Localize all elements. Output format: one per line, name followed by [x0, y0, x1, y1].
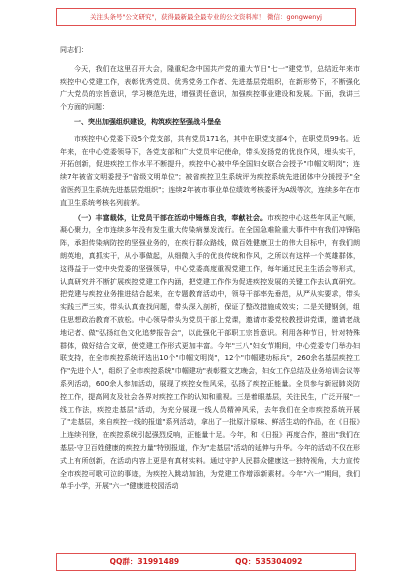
qq-number: QQ：535304092 [235, 557, 303, 566]
document-body [60, 44, 360, 495]
section-heading-1: 一、突出加强组织建设，构筑疾控坚强战斗堡垒 [74, 117, 221, 126]
paragraph-section1 [60, 212, 360, 494]
qq-group: QQ群：31991489 [109, 557, 180, 566]
top-banner: 关注头条号"公文研究"，获得最新最全最专业的公文资料库！ 微信：gongwenyj [56, 8, 356, 26]
footer-bar [56, 553, 356, 571]
sub-heading-1: （一）丰富载体，让党员干部在活动中锤炼自我，奉献社会。 [74, 213, 268, 222]
section1-text: 市疾控中心这些年风正气顺，凝心聚力，全市连续多年没有发生重大传染病暴发流行。在全国急难险重大事件中有我们冲锋陷阵，承担传染病防控的坚强业务的，在疾行群众路线，做百姓健康卫士的伟大目标中，有我们朗朗英地，真抓实干，从小事做起，从细微入手的优良传统和作风，之所以有这样一个英雄群体，这得益于一党中央党委的坚强领导，中心党委高度重视党建工作，每年通过民主生活会等形式，认真研究并不断扩展疾控党建工作内涵，把党建工作作为促进疾控发展的关键工作去认真研究。把党建与疾控业务推进结合起来，在专题教育活动中，领导干部率先垂范，从严从实要求，带头实践三严三实，带头认真查找问题，带头深入剖析，保证了整改措施成效实；二是关键钢剑，组住思想政治教育不放松。中心领导带头为党员干部上党课，邀请市委党校教授讲党课，邀请老战地记者、做"弘扬红色文化追梦报告会"，以此强化干部职工宗旨意识。利用各种节日，针对特殊群体，做好结合文章，使党建工作形式更加丰富。今年"三八"妇女节期间，中心党委专门举办妇联支持，在全市疾控系统评选出10个"巾帼文明岗"，12个"巾帼建功标兵"，260余名基层疾控工作"先进个人"，组织了全市疾控系统"巾帼建功"表彰暨文艺晚会，妇女工作总结及业务培训会议等系列活动，600余人参加活动，展现了疾控女性风采，弘扬了疾控正能量。全员参与新冠肺炎防控工作，提高网友及社会各界对疾控工作的认知和重视。三是着眼基层，关注民生，广泛开展"一线工作法，疾控走基层"活动，为充分展现一线人员精神风采，去年我们在全市疾控系统开展了"走基层，来自疾控一线的报道"系列活动，拿出了一批原汁原味、鲜活生动的作品，在《日报》上连续刊登，在疾控系统引起强烈反响，正能量十足。今年，和《日报》再度合作，推出"我们在基层-守卫百姓健康的疾控力量"特别报道，作为"走基层"活动的延伸与升华。今年的活动不仅在形式上有所创新，在活动内容上更是有真材实料。通过守护人民群众健康这一独特视角，大力宣传全市疾控可歌可泣的事迹，为疾控入跳动加油，为党建工作增添新素材。今年"六一"期间，我们单手小学，开展"六一"健康进校园活动 [60, 213, 361, 491]
paragraph-overview: 市疾控中心党委下设5个党支部，共有党员171名，其中在职党支部4个，在职党员99名。近年来，在中心党委领导下，各党支部和广大党员牢记使命，带头发扬党的优良作风，埋头实干，开拓创新，促进疾控工作水平不断提升，疾控中心被中华全国妇女联合会授予"巾帼文明岗"；连续7年被省文明委授予"省级文明单位"；被省疾控卫生系统评为疾控系统先进团体中分援授予"全省医药卫生系统先进基层党组织"；连续2年被市事业单位绩效考核委评为A级等次，连续多年在市直卫生系统考核名列前茅。 [60, 134, 360, 207]
paragraph-intro: 今天，我们在这里召开大会，隆重纪念中国共产党的重大节日"七一"建党节，总结近年来市疾控中心党建工作，表彰优秀党员、优秀党务工作者、先进基层党组织，在新形势下，不断强化广大党员的宗旨意识，学习模范先进，增强责任意识，加强疾控事业建设和发展。下面，我讲三个方面的问题： [60, 64, 360, 112]
salutation: 同志们： [60, 46, 88, 54]
